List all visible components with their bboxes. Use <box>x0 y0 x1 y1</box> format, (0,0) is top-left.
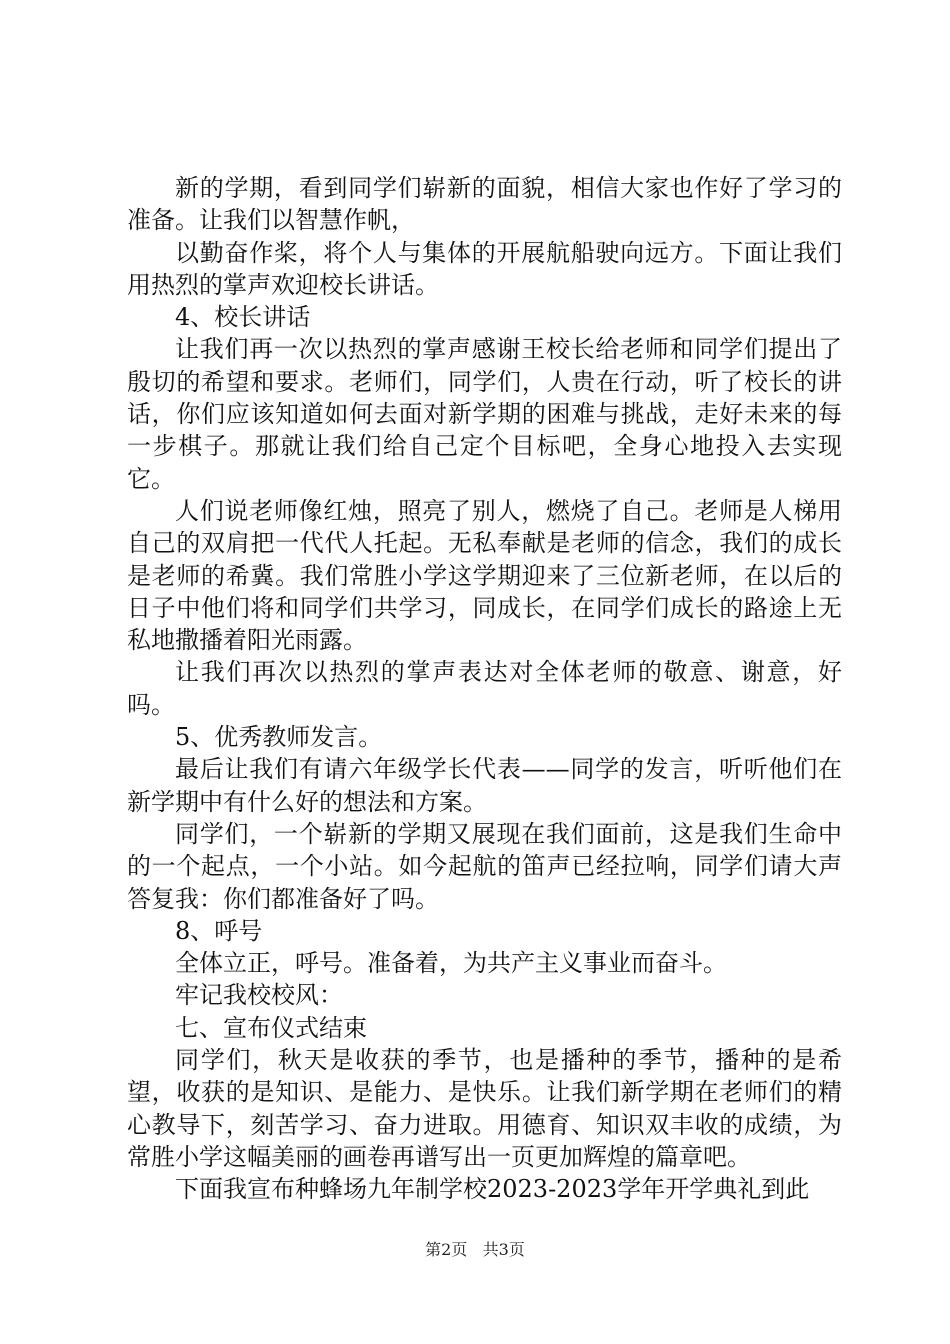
paragraph-4: 人们说老师像红烛，照亮了别人，燃烧了自己。老师是人梯用自己的双肩把一代代人托起。无私奉献是老师的信念，我们的成长是老师的希冀。我们常胜小学这学期迎来了三位新老师，在以后的日子中他们将和同学们共学习，同成长，在同学们成长的路途上无私地撒播着阳光雨露。 <box>127 496 842 655</box>
paragraph-10: 同学们，秋天是收获的季节，也是播种的季节，播种的是希望，收获的是知识、是能力、是快乐。让我们新学期在老师们的精心教导下，刻苦学习、奋力进取。用德育、知识双丰收的成绩，为常胜小学这幅美丽的画卷再谱写出一页更加辉煌的篇章吧。 <box>127 1046 842 1171</box>
document-body <box>127 172 842 1206</box>
paragraph-1: 新的学期，看到同学们崭新的面貌，相信大家也作好了学习的准备。让我们以智慧作帆， <box>127 174 842 235</box>
paragraph-11: 下面我宣布种蜂场九年制学校2023-2023学年开学典礼到此 <box>175 1175 810 1204</box>
page-number: 第2页 <box>425 1240 468 1259</box>
section-heading-ceremony-end: 七、宣布仪式结束 <box>175 1013 367 1042</box>
paragraph-8: 全体立正，呼号。准备着，为共产主义事业而奋斗。 <box>175 949 727 978</box>
section-heading-principal-speech: 4、校长讲话 <box>175 303 311 332</box>
section-heading-oath: 8、呼号 <box>175 916 263 945</box>
paragraph-2: 以勤奋作桨，将个人与集体的开展航船驶向远方。下面让我们用热烈的掌声欢迎校长讲话。 <box>127 238 842 299</box>
page-total: 共3页 <box>482 1240 525 1259</box>
section-heading-teacher-speech: 5、优秀教师发言。 <box>175 723 383 752</box>
paragraph-9: 牢记我校校风： <box>175 981 343 1010</box>
paragraph-5: 让我们再次以热烈的掌声表达对全体老师的敬意、谢意，好吗。 <box>127 658 842 719</box>
page-footer <box>0 1240 950 1260</box>
paragraph-3: 让我们再一次以热烈的掌声感谢王校长给老师和同学们提出了殷切的希望和要求。老师们，同学们，人贵在行动，听了校长的讲话，你们应该知道如何去面对新学期的困难与挑战，走好未来的每一步棋子。那就让我们给自己定个目标吧，全身心地投入去实现它。 <box>127 335 842 493</box>
paragraph-7: 同学们，一个崭新的学期又展现在我们面前，这是我们生命中的一个起点，一个小站。如今起航的笛声已经拉响，同学们请大声答复我：你们都准备好了吗。 <box>127 819 842 913</box>
paragraph-6: 最后让我们有请六年级学长代表——同学的发言，听听他们在新学期中有什么好的想法和方案。 <box>127 755 842 816</box>
